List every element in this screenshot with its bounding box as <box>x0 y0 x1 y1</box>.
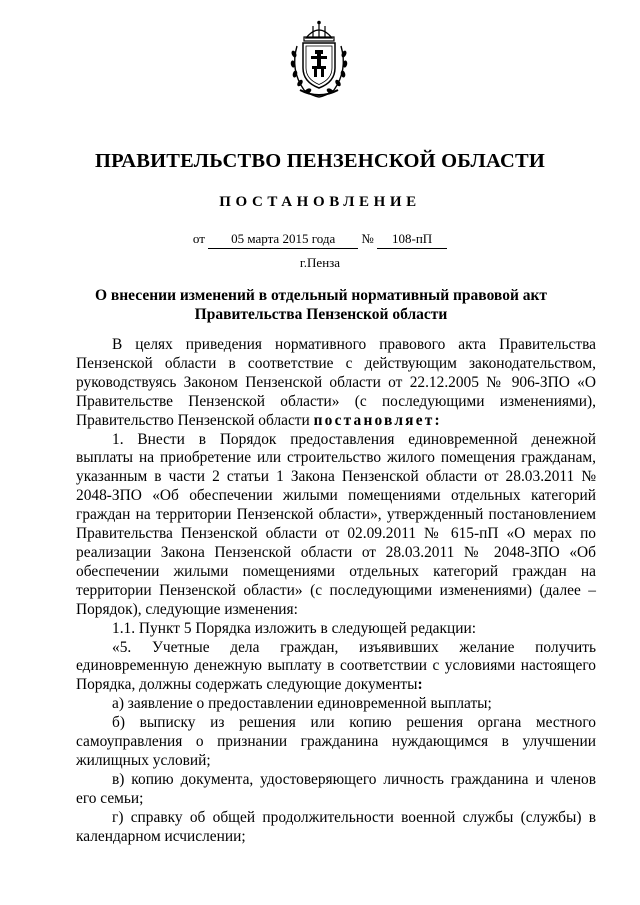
number-label: № <box>361 231 374 246</box>
government-name: ПРАВИТЕЛЬСТВО ПЕНЗЕНСКОЙ ОБЛАСТИ <box>95 150 545 172</box>
coat-of-arms-icon <box>286 20 352 100</box>
intro-paragraph <box>76 336 596 431</box>
item-1-paragraph: 1. Внести в Порядок предоставления единовременной денежной выплаты на приобретение или строительство жилого помещения гражданам, указанным в части 2 статьи 1 Закона Пензенской области от 28.03.2011 № 2048-ЗПО «Об обеспечении жилыми помещениями отдельных категорий граждан на территории Пензенской области», утвержденный постановлением Правительства Пензенской области от 02.09.2011 № 615-пП «О мерах по реализации Закона Пензенской области от 28.03.2011 № 2048-ЗПО «Об обеспечении жилыми помещениями отдельных категорий граждан на территории Пензенской области» (с последующими изменениями) (далее – Порядок), следующие изменения: <box>76 430 596 618</box>
list-item-b: б) выписку из решения или копию решения органа местного самоуправления о признании гражданина нуждающимся в улучшении жилищных условий; <box>76 714 596 769</box>
document-type: ПОСТАНОВЛЕНИЕ <box>219 194 421 210</box>
subject-line-2: Правительства Пензенской области <box>194 306 448 323</box>
list-item-c: в) копию документа, удостоверяющего личность гражданина и членов его семьи; <box>76 770 596 807</box>
subject-line-1: О внесении изменений в отдельный нормативный правовой акт <box>94 287 548 304</box>
city: г.Пенза <box>299 255 341 270</box>
date-number-line <box>0 231 640 249</box>
intro-text: В целях приведения нормативного правового акта Правительства Пензенской области в соответствие с действующим законодательством, руководствуясь Законом Пензенской области от 22.12.2005 № 906-ЗПО «О Правительстве Пензенской области» (с последующими изменениями), Правительство Пензенской области <box>76 336 596 429</box>
item-1-1-paragraph: 1.1. Пункт 5 Порядка изложить в следующей редакции: <box>112 619 476 637</box>
point-5-text: «5. Учетные дела граждан, изъявивших желание получить единовременную денежную выплату в соответствии с условиями настоящего Порядка, должны содержать следующие документы <box>76 638 596 694</box>
list-item-a: а) заявление о предоставлении единовременной выплаты; <box>112 695 492 713</box>
from-label: от <box>192 231 205 246</box>
decree-number: 108-пП <box>377 231 447 249</box>
point-5-colon: : <box>417 676 423 694</box>
decree-subject <box>76 286 566 324</box>
decree-date: 05 марта 2015 года <box>208 231 358 249</box>
list-item-d: г) справку об общей продолжительности военной службы (службы) в календарном исчислении; <box>76 808 596 845</box>
decree-keyword: постановляет <box>313 411 435 429</box>
point-5-paragraph <box>76 639 596 696</box>
decree-body <box>76 336 596 846</box>
decree-colon: : <box>434 411 440 429</box>
